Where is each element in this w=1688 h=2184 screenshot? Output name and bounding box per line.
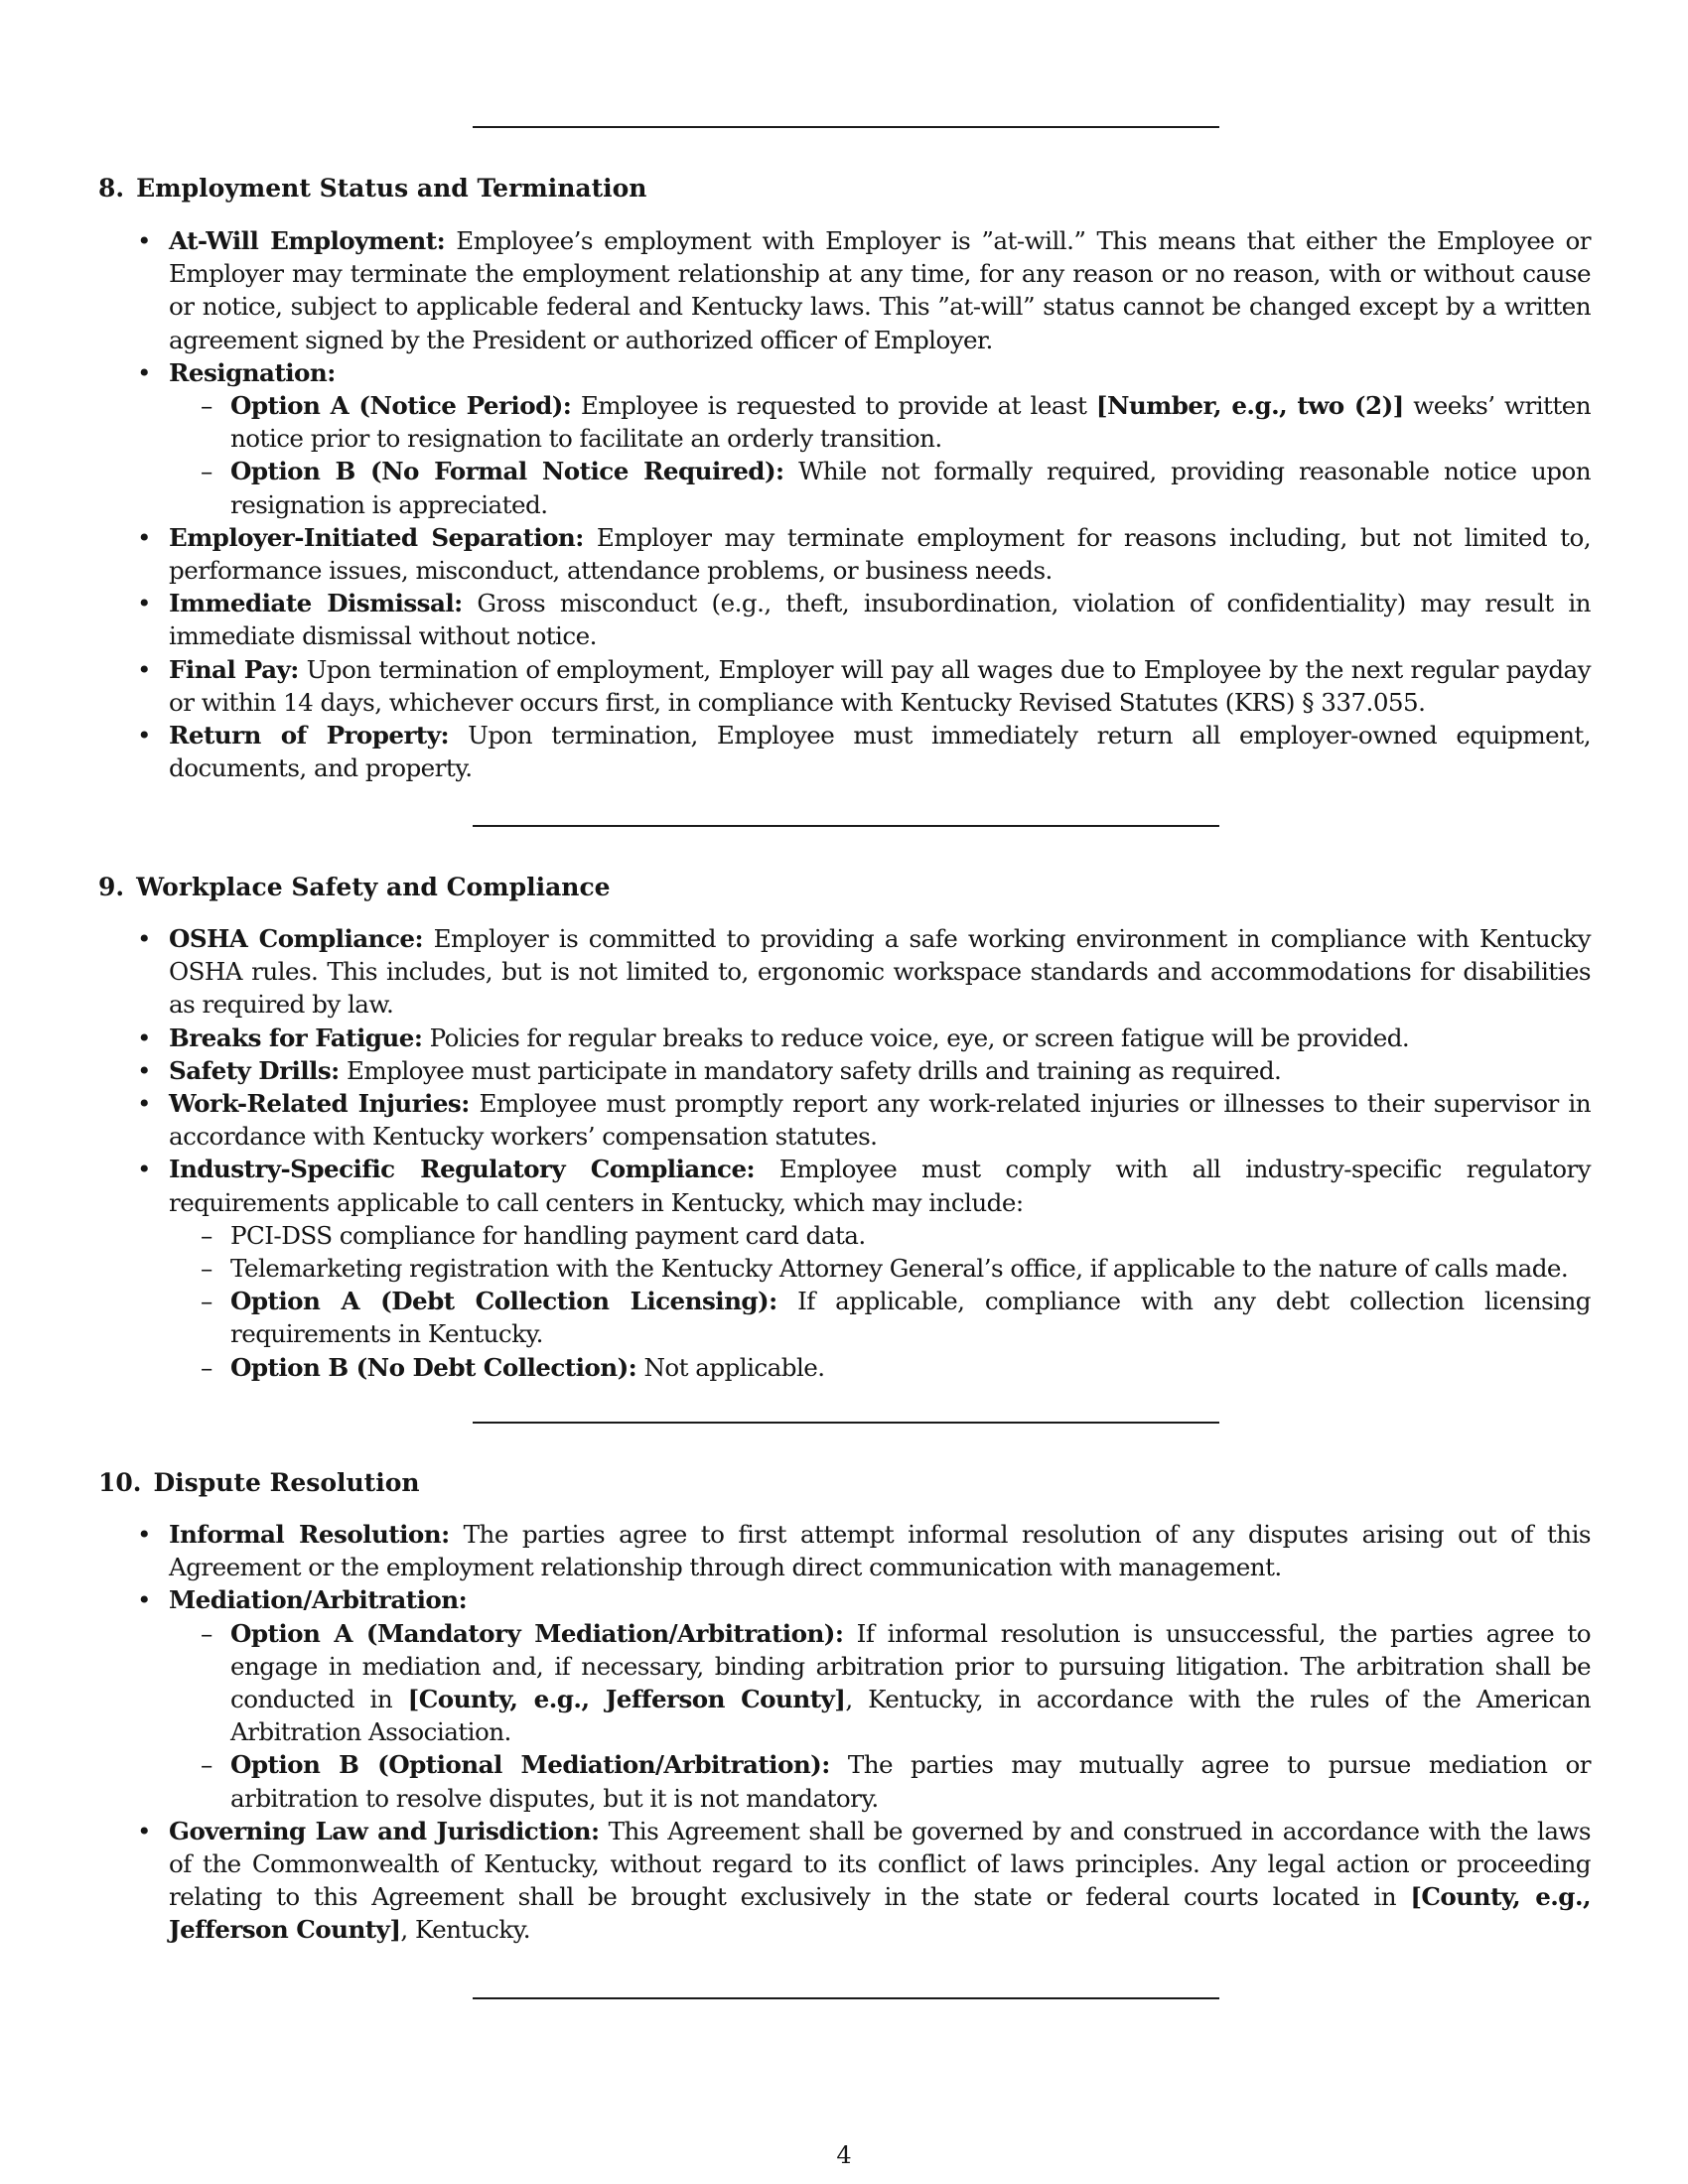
placeholder-field: [Number, e.g., two (2)] [1095, 391, 1404, 421]
item-text: Gross misconduct (e.g., theft, insubordination, violation of confidentiality) may result in immediate dismissal without notice. [169, 589, 1591, 651]
sub-list [169, 1617, 1591, 1815]
item-label: Option B (No Debt Collection): [230, 1352, 637, 1382]
section-title: Workplace Safety and Compliance [136, 873, 611, 901]
section-title: Employment Status and Termination [136, 174, 647, 203]
item-label: Option A (Notice Period): [230, 391, 572, 421]
item-label: Industry-Specific Regulatory Compliance: [169, 1155, 756, 1184]
item-text: Employee is requested to provide at least [571, 391, 1096, 421]
section-heading-employment-status [98, 172, 646, 205]
item-text: Upon termination, Employee must immediately return all employer-owned equipment, documents, and property. [169, 721, 1591, 783]
item-label: Option B (Optional Mediation/Arbitration): [230, 1750, 830, 1780]
section-heading-dispute-resolution [98, 1466, 420, 1499]
list-item [137, 1153, 1591, 1383]
list-item [137, 1054, 1591, 1087]
placeholder-field: [County, e.g., Jefferson County] [169, 1882, 1591, 1945]
list-item [137, 521, 1591, 587]
item-text: While not formally required, providing reasonable notice upon resignation is appreciated. [230, 457, 1591, 519]
item-text: Telemarketing registration with the Kentucky Attorney General’s office, if applicable to the nature of calls made. [230, 1254, 1569, 1284]
item-text: Employee’s employment with Employer is ”at-will.” This means that either the Employee or Employer may terminate the employment relationship at any time, for any reason or no reason, with or without cause or notice, subject to applicable federal and Kentucky laws. This ”at-will” status cannot be changed except by a written agreement signed by the President or authorized officer of Employer. [169, 226, 1591, 354]
item-text: Employee must promptly report any work-related injuries or illnesses to their supervisor in accordance with Kentucky workers’ compensation statutes. [169, 1089, 1592, 1152]
sub-list [169, 1219, 1591, 1384]
section-body-dispute-resolution [137, 1518, 1591, 1947]
item-text: , Kentucky. [400, 1915, 530, 1945]
item-label: Immediate Dismissal: [169, 589, 463, 618]
item-text: weeks’ written notice prior to resignation to facilitate an orderly transition. [230, 391, 1591, 454]
sub-list-item [230, 1351, 1591, 1384]
section-divider [473, 825, 1219, 827]
section-divider [473, 1997, 1219, 1999]
sub-list [169, 389, 1591, 521]
list-item [137, 224, 1591, 356]
item-text: Employee must participate in mandatory safety drills and training as required. [339, 1055, 1282, 1085]
sub-list-item [230, 1285, 1591, 1350]
item-label: Safety Drills: [169, 1055, 340, 1085]
bullet-list [137, 224, 1591, 784]
item-text: If applicable, compliance with any debt collection licensing requirements in Kentucky. [230, 1287, 1591, 1349]
item-text: , Kentucky, in accordance with the rules of the American Arbitration Association. [230, 1685, 1592, 1747]
list-item [137, 587, 1591, 652]
item-label: Breaks for Fatigue: [169, 1023, 423, 1052]
sub-list-item [230, 455, 1591, 520]
item-label: OSHA Compliance: [169, 924, 424, 953]
sub-list-item [230, 1617, 1591, 1749]
section-divider [473, 126, 1219, 128]
bullet-list [137, 922, 1591, 1384]
item-label: Option A (Debt Collection Licensing): [230, 1287, 777, 1316]
item-label: At-Will Employment: [169, 226, 446, 255]
item-label: Final Pay: [169, 654, 299, 684]
item-text: Not applicable. [636, 1352, 825, 1382]
section-body-employment-status [137, 224, 1591, 784]
list-item [137, 356, 1591, 521]
sub-list-item [230, 389, 1591, 455]
item-text: This Agreement shall be governed by and construed in accordance with the laws of the Commonwealth of Kentucky, without regard to its conflict of laws principles. Any legal action or proceeding relating to this Agreement shall be brought exclusively in the state or federal courts located in [169, 1816, 1591, 1912]
item-text: The parties may mutually agree to pursue mediation or arbitration to resolve disputes, but it is not mandatory. [230, 1750, 1591, 1813]
list-item [137, 653, 1591, 719]
item-label: Option A (Mandatory Mediation/Arbitration): [230, 1618, 844, 1648]
section-heading-workplace-safety [98, 871, 611, 903]
section-number: 10. [98, 1468, 142, 1497]
item-label: Employer-Initiated Separation: [169, 522, 584, 552]
item-label: Option B (No Formal Notice Required): [230, 457, 784, 486]
item-text: Employer may terminate employment for reasons including, but not limited to, performance issues, misconduct, attendance problems, or business needs. [169, 522, 1591, 586]
sub-list-item [230, 1252, 1591, 1285]
item-text: Employee must comply with all industry-specific regulatory requirements applicable to call centers in Kentucky, which may include: [169, 1155, 1591, 1217]
list-item [137, 1583, 1591, 1814]
item-label: Informal Resolution: [169, 1520, 450, 1549]
item-text: If informal resolution is unsuccessful, the parties agree to engage in mediation and, if necessary, binding arbitration prior to pursuing litigation. The arbitration shall be conducted in [230, 1618, 1592, 1714]
item-text: Upon termination of employment, Employer will pay all wages due to Employee by the next regular payday or within 14 days, whichever occurs first, in compliance with Kentucky Revised Statutes (KRS) § 337.055. [169, 654, 1591, 717]
sub-list-item [230, 1748, 1591, 1814]
item-label: Mediation/Arbitration: [169, 1585, 468, 1615]
item-text: PCI-DSS compliance for handling payment card data. [230, 1220, 866, 1250]
page-number: 4 [836, 2141, 852, 2169]
section-body-workplace-safety [137, 922, 1591, 1384]
bullet-list [137, 1518, 1591, 1947]
item-label: Work-Related Injuries: [169, 1089, 470, 1119]
sub-list-item [230, 1219, 1591, 1252]
item-text: Employer is committed to providing a safe working environment in compliance with Kentucky OSHA rules. This includes, but is not limited to, ergonomic workspace standards and accommodations for disabilities as required by law. [169, 924, 1591, 1020]
placeholder-field: [County, e.g., Jefferson County] [407, 1685, 846, 1714]
item-label: Return of Property: [169, 721, 450, 751]
section-number: 9. [98, 873, 125, 901]
item-label: Governing Law and Jurisdiction: [169, 1816, 600, 1845]
list-item [137, 719, 1591, 784]
item-text: The parties agree to first attempt informal resolution of any disputes arising out of this Agreement or the employment relationship through direct communication with management. [169, 1520, 1591, 1582]
section-title: Dispute Resolution [153, 1468, 420, 1497]
item-label: Resignation: [169, 357, 336, 387]
list-item [137, 1815, 1591, 1947]
list-item [137, 1518, 1591, 1583]
section-number: 8. [98, 174, 125, 203]
list-item [137, 922, 1591, 1022]
item-text: Policies for regular breaks to reduce voice, eye, or screen fatigue will be provided. [422, 1023, 1410, 1052]
list-item [137, 1022, 1591, 1054]
section-divider [473, 1422, 1219, 1424]
list-item [137, 1087, 1591, 1153]
